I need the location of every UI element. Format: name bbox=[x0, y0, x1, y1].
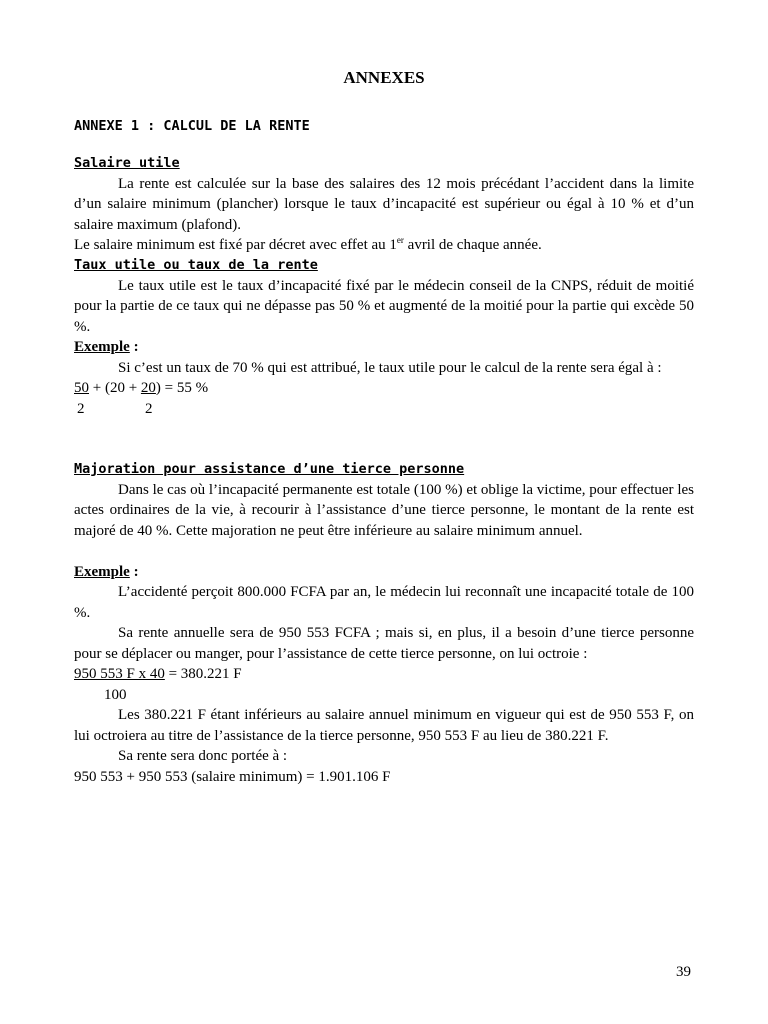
paragraph: Dans le cas où l’incapacité permanente est totale (100 %) et oblige la victime, pour effectuer les actes ordinaires de la vie, à recourir à l’assistance d’une tierce personne, le montant de la rente est majoré de 40 %. Cette majoration ne peut être inférieure au salaire minimum annuel. bbox=[74, 481, 694, 539]
calculation: 950 553 F x 40 = 380.221 F bbox=[74, 666, 242, 682]
section-salaire-utile bbox=[74, 153, 694, 256]
section-majoration bbox=[74, 459, 694, 787]
section-heading-salaire-utile: Salaire utile bbox=[74, 155, 180, 171]
annex-heading: ANNEXE 1 : CALCUL DE LA RENTE bbox=[74, 118, 310, 134]
calculation-denominator: 100 bbox=[104, 686, 127, 703]
final-calculation: 950 553 + 950 553 (salaire minimum) = 1.901.106 F bbox=[74, 768, 391, 785]
paragraph: L’accidenté perçoit 800.000 FCFA par an, le médecin lui reconnaît une incapacité totale de 100 %. bbox=[74, 584, 694, 621]
paragraph: Si c’est un taux de 70 % qui est attribué, le taux utile pour le calcul de la rente sera égal à : bbox=[118, 359, 662, 376]
paragraph: Le taux utile est le taux d’incapacité fixé par le médecin conseil de la CNPS, réduit de moitié pour la partie de ce taux qui ne dépasse pas 50 % et augmenté de la moitié pour la partie qui excède 50 %. bbox=[74, 277, 694, 335]
paragraph: Sa rente sera donc portée à : bbox=[118, 748, 288, 764]
section-heading-taux-utile: Taux utile ou taux de la rente bbox=[74, 257, 318, 273]
page-number: 39 bbox=[676, 964, 691, 980]
paragraph: Sa rente annuelle sera de 950 553 FCFA ; mais si, en plus, il a besoin d’une tierce personne pour se déplacer ou manger, pour l’assistance de cette tierce personne, on lui octroie : bbox=[74, 625, 694, 662]
example-heading: Exemple : bbox=[74, 563, 139, 580]
section-taux-utile bbox=[74, 255, 694, 419]
formula: 50 + (20 + 20) = 55 % bbox=[74, 380, 209, 396]
example-heading: Exemple : bbox=[74, 339, 139, 355]
formula-denominators: 2 2 bbox=[77, 400, 153, 417]
section-heading-majoration: Majoration pour assistance d’une tierce personne bbox=[74, 461, 465, 477]
page-title: ANNEXES bbox=[343, 68, 425, 87]
paragraph: La rente est calculée sur la base des salaires des 12 mois précédant l’accident dans la limite d’un salaire minimum (plancher) lorsque le taux d’incapacité est supérieur ou égal à 10 % et d’un salaire maximum (plafond). bbox=[74, 175, 694, 233]
paragraph: Les 380.221 F étant inférieurs au salaire annuel minimum en vigueur qui est de 950 553 F, on lui octroiera au titre de l’assistance de la tierce personne, 950 553 F au lieu de 380.221 F. bbox=[74, 707, 694, 744]
superscript: er bbox=[396, 235, 404, 245]
paragraph: Le salaire minimum est fixé par décret avec effet au 1er avril de chaque année. bbox=[74, 235, 542, 253]
